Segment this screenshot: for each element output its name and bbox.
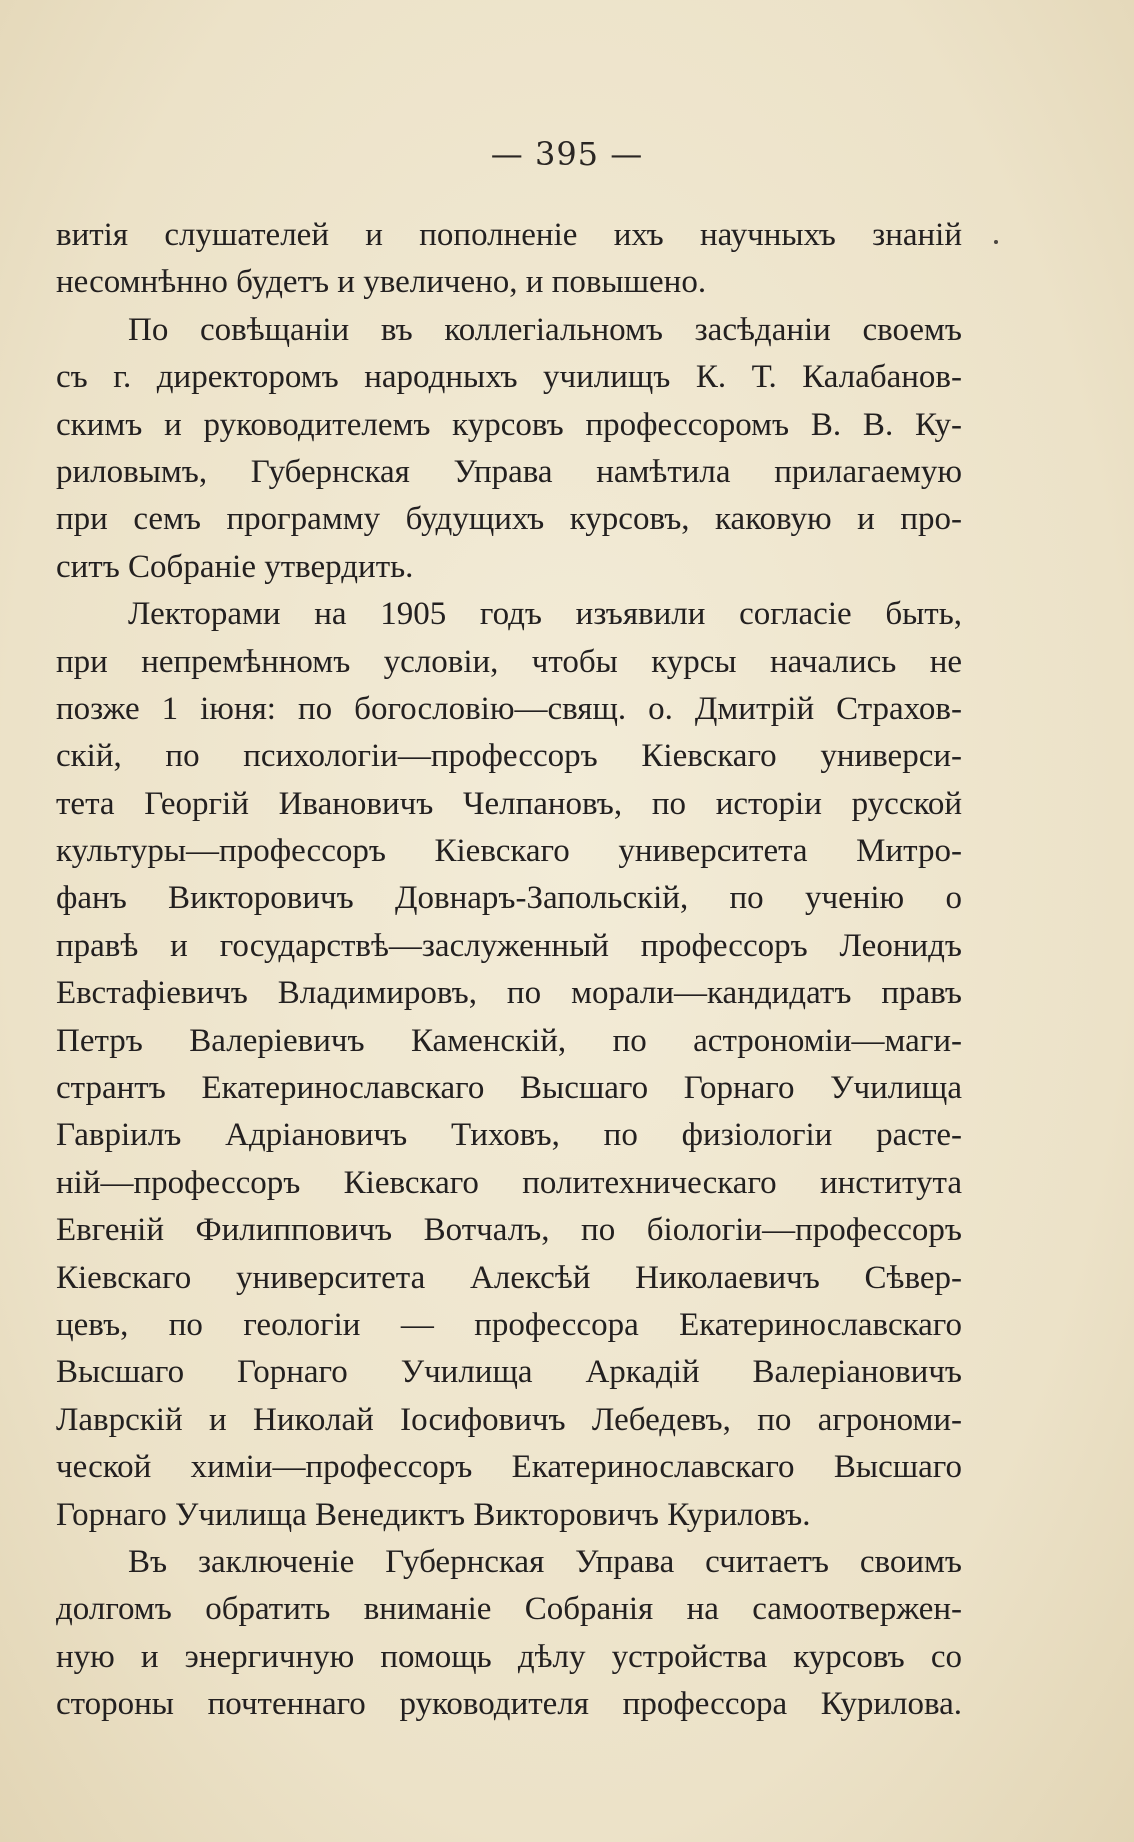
text-line: Лекторами на 1905 годъ изъявили согласіе быть, — [128, 596, 962, 633]
text-line: скій, по психологіи—профессоръ Кіевскаго универси- — [56, 738, 962, 775]
text-line: долгомъ обратить вниманіе Собранія на самоотвержен- — [56, 1591, 962, 1628]
page-number: — 395 — — [490, 135, 644, 173]
text-line: витія слушателей и пополненіе ихъ научныхъ знаній — [56, 217, 962, 253]
text-line: при семъ программу будущихъ курсовъ, каковую и про- — [56, 501, 962, 538]
text-line: при непремѣнномъ условіи, чтобы курсы начались не — [56, 643, 962, 680]
text-line: Горнаго Училища Венедиктъ Викторовичъ Куриловъ. — [56, 1496, 811, 1533]
text-line: Кіевскаго университета Алексѣй Николаевичъ Сѣвер- — [56, 1259, 962, 1296]
text-line: скимъ и руководителемъ курсовъ профессоромъ В. В. Ку- — [56, 406, 962, 443]
text-line: ній—профессоръ Кіевскаго политехническаго института — [56, 1164, 962, 1201]
text-line: стороны почтеннаго руководителя профессора Курилова. — [56, 1686, 962, 1723]
text-line: Петръ Валеріевичъ Каменскій, по астрономіи—маги- — [56, 1022, 962, 1059]
text-line: Высшаго Горнаго Училища Аркадій Валеріановичъ — [56, 1354, 962, 1391]
text-line: фанъ Викторовичъ Довнаръ-Запольскій, по ученію о — [56, 880, 962, 917]
text-line: цевъ, по геологіи — профессора Екатеринославскаго — [56, 1306, 962, 1343]
text-line: ческой химіи—профессоръ Екатеринославскаго Высшаго — [56, 1449, 962, 1486]
text-line: правѣ и государствѣ—заслуженный профессоръ Леонидъ — [56, 927, 962, 964]
text-line: риловымъ, Губернская Управа намѣтила прилагаемую — [56, 453, 962, 490]
text-line: съ г. директоромъ народныхъ училищъ К. Т. Калабанов- — [56, 359, 962, 396]
text-line: Гавріилъ Адріановичъ Тиховъ, по физіологіи расте- — [56, 1117, 962, 1154]
body-text — [56, 212, 962, 1729]
text-line: ситъ Собраніе утвердить. — [56, 548, 414, 585]
text-line: позже 1 іюня: по богословію—свящ. о. Дмитрій Страхов- — [56, 690, 962, 727]
text-line: несомнѣнно будетъ и увеличено, и повышено. — [56, 264, 707, 301]
text-line: тета Георгій Ивановичъ Челпановъ, по исторіи русской — [56, 785, 962, 822]
text-line: Евстафіевичъ Владимировъ, по морали—кандидатъ правъ — [56, 975, 962, 1012]
text-line: Евгеній Филипповичъ Вотчалъ, по біологіи—профессоръ — [56, 1212, 962, 1249]
text-line: ную и энергичную помощь дѣлу устройства курсовъ со — [56, 1638, 962, 1675]
text-line: Въ заключеніе Губернская Управа считаетъ своимъ — [128, 1543, 962, 1580]
text-line: По совѣщаніи въ коллегіальномъ засѣданіи своемъ — [128, 311, 962, 348]
text-line: странтъ Екатеринославскаго Высшаго Горнаго Училища — [56, 1070, 962, 1107]
text-line: Лаврскій и Николай Іосифовичъ Лебедевъ, по агрономи- — [56, 1401, 962, 1438]
ink-speck — [994, 240, 998, 244]
text-line: культуры—профессоръ Кіевскаго университета Митро- — [56, 833, 962, 870]
